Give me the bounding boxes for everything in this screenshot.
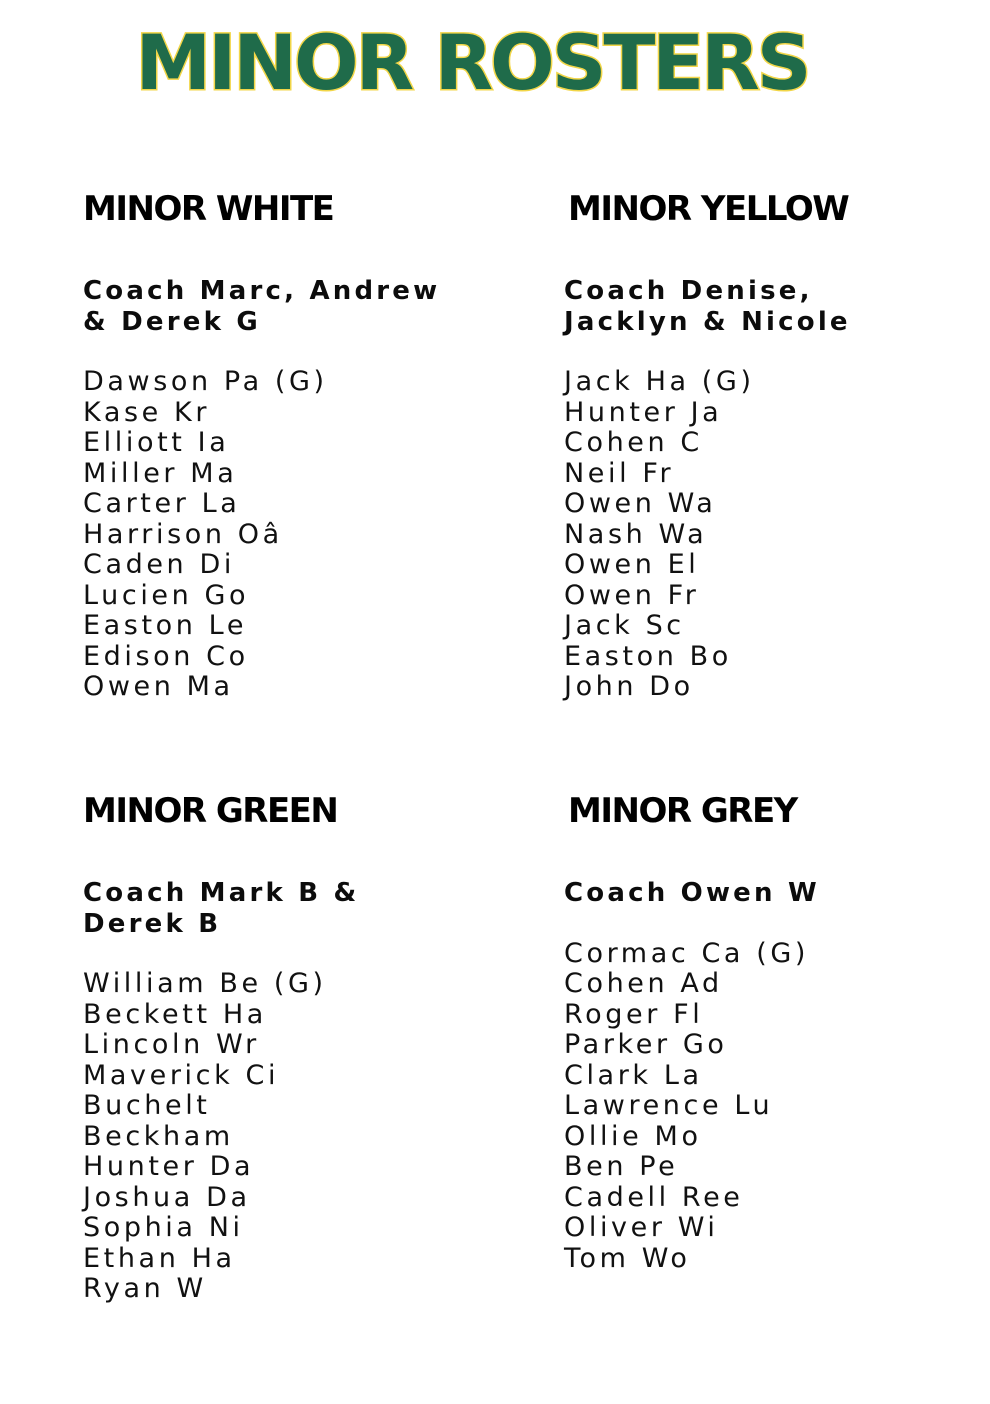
player-name: Cohen Ad [564,968,723,999]
player-name: Harrison Oâ [83,518,283,550]
player-name: Ethan Ha [83,1242,236,1274]
player-name: Tom Wo [564,1242,691,1274]
player-name: John Do [564,671,694,702]
player-name: Ollie Mo [564,1120,702,1152]
player-name: Easton Le [83,610,248,641]
player-name: Ryan W [83,1273,207,1304]
player-name: William Be (G) [83,968,327,999]
page-title: MINOR ROSTERS [135,18,809,107]
team-name: MINOR WHITE [83,189,334,229]
player-name: Clark La [564,1059,703,1091]
player-name: Ben Pe [564,1151,679,1182]
player-name: Hunter Da [83,1151,255,1182]
team-minor-yellow [564,189,851,703]
team-coaches: Coach Denise, Jacklyn & Nicole [564,276,851,337]
team-minor-white [83,189,440,703]
player-name: Parker Go [564,1029,728,1060]
player-name: Cohen C [564,427,703,458]
player-name: Carter La [83,488,241,519]
team-coaches: Coach Marc, Andrew & Derek G [83,276,441,337]
player-name: Caden Di [83,549,235,580]
player-name: Beckham [83,1120,234,1152]
player-name: Miller Ma [83,457,238,489]
player-name: Owen Ma [83,671,234,702]
player-name: Maverick Ci [83,1059,280,1091]
player-name: Lawrence Lu [564,1090,774,1121]
player-name: Beckett Ha [83,998,267,1030]
player-name: Sophia Ni [83,1212,244,1243]
player-name: Easton Bo [564,640,732,672]
player-list [564,367,851,703]
player-name: Hunter Ja [564,396,723,428]
player-name: Owen Fr [564,579,700,611]
player-name: Kase Kr [83,396,211,428]
team-minor-grey [564,791,820,1274]
player-name: Edison Co [83,640,249,672]
player-name: Cadell Ree [564,1181,744,1213]
player-list [564,939,820,1275]
player-name: Cormac Ca (G) [564,937,810,969]
player-name: Owen El [564,549,700,580]
player-name: Elliott Ia [83,427,230,458]
player-name: Lincoln Wr [83,1029,260,1060]
player-name: Dawson Pa (G) [83,366,328,397]
player-name: Joshua Da [83,1181,251,1213]
player-name: Neil Fr [564,457,675,489]
player-list [83,367,440,703]
player-name: Buchelt [83,1090,211,1121]
team-coaches: Coach Owen W [564,878,820,908]
player-name: Nash Wa [564,518,708,550]
player-name: Jack Sc [564,610,685,641]
player-name: Oliver Wi [564,1212,719,1243]
player-name: Owen Wa [564,488,717,519]
team-name: MINOR GREEN [83,791,338,831]
player-name: Roger Fl [564,998,704,1030]
team-coaches: Coach Mark B & Derek B [83,878,360,939]
team-minor-green [83,791,359,1305]
player-name: Lucien Go [83,579,250,611]
player-name: Jack Ha (G) [564,366,755,397]
team-name: MINOR YELLOW [568,189,849,229]
player-list [83,969,359,1305]
team-name: MINOR GREY [568,791,797,831]
